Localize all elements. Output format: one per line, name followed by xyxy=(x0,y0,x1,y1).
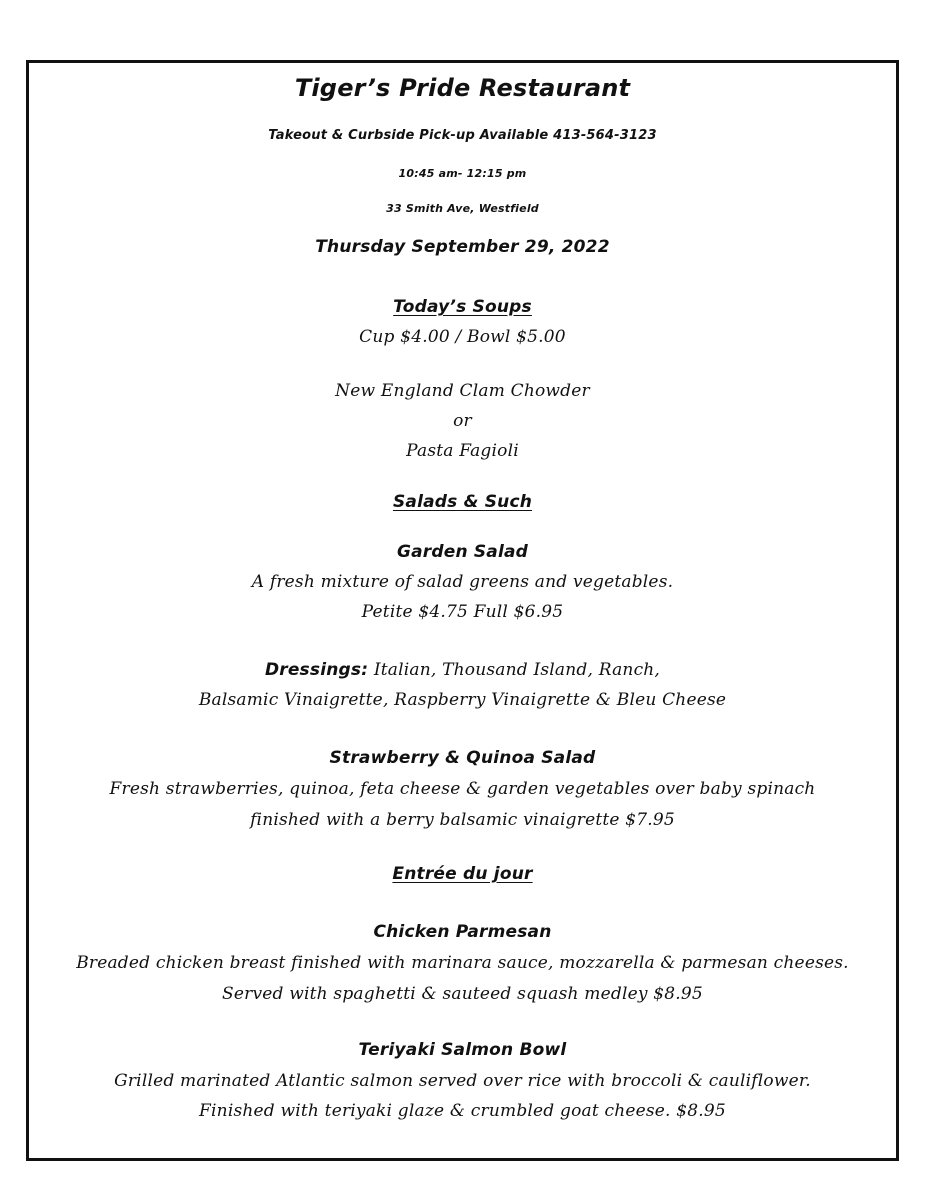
chicken-parmesan-description-2: Served with spaghetti & sauteed squash medley $8.95 xyxy=(222,984,703,1004)
garden-salad-description: A fresh mixture of salad greens and vegetables. xyxy=(251,572,674,592)
salmon-bowl-name: Teriyaki Salmon Bowl xyxy=(358,1040,567,1060)
menu-date: Thursday September 29, 2022 xyxy=(315,237,610,257)
strawberry-salad-description-1: Fresh strawberries, quinoa, feta cheese & garden vegetables over baby spinach xyxy=(109,779,816,799)
garden-salad-name: Garden Salad xyxy=(396,542,529,562)
salmon-bowl-description-1: Grilled marinated Atlantic salmon served over rice with broccoli & cauliflower. xyxy=(114,1071,811,1091)
garden-salad-prices: Petite $4.75 Full $6.95 xyxy=(361,602,564,622)
soup-option-2: Pasta Fagioli xyxy=(406,441,519,461)
chicken-parmesan-description-1: Breaded chicken breast finished with marinara sauce, mozzarella & parmesan cheeses. xyxy=(76,953,849,973)
entrees-heading: Entrée du jour xyxy=(392,864,533,884)
strawberry-salad-description-2: finished with a berry balsamic vinaigrette $7.95 xyxy=(250,810,675,830)
soup-option-1: New England Clam Chowder xyxy=(335,381,590,401)
dressings-list-1: Italian, Thousand Island, Ranch, xyxy=(373,660,661,680)
dressings-label: Dressings: xyxy=(264,660,369,680)
restaurant-name: Tiger’s Pride Restaurant xyxy=(294,74,631,102)
takeout-info: Takeout & Curbside Pick-up Available 413-564-3123 xyxy=(268,128,657,143)
dressings-line-2: Balsamic Vinaigrette, Raspberry Vinaigrette & Bleu Cheese xyxy=(198,690,727,710)
salmon-bowl-description-2: Finished with teriyaki glaze & crumbled goat cheese. $8.95 xyxy=(199,1101,726,1121)
salads-heading: Salads & Such xyxy=(392,492,533,512)
soups-heading: Today’s Soups xyxy=(393,297,532,317)
soup-connector: or xyxy=(453,411,472,431)
soup-prices: Cup $4.00 / Bowl $5.00 xyxy=(359,327,566,347)
dressings-line-1 xyxy=(26,660,899,680)
hours: 10:45 am- 12:15 pm xyxy=(398,167,527,180)
chicken-parmesan-name: Chicken Parmesan xyxy=(373,922,552,942)
strawberry-salad-name: Strawberry & Quinoa Salad xyxy=(329,748,596,768)
address: 33 Smith Ave, Westfield xyxy=(386,202,539,215)
